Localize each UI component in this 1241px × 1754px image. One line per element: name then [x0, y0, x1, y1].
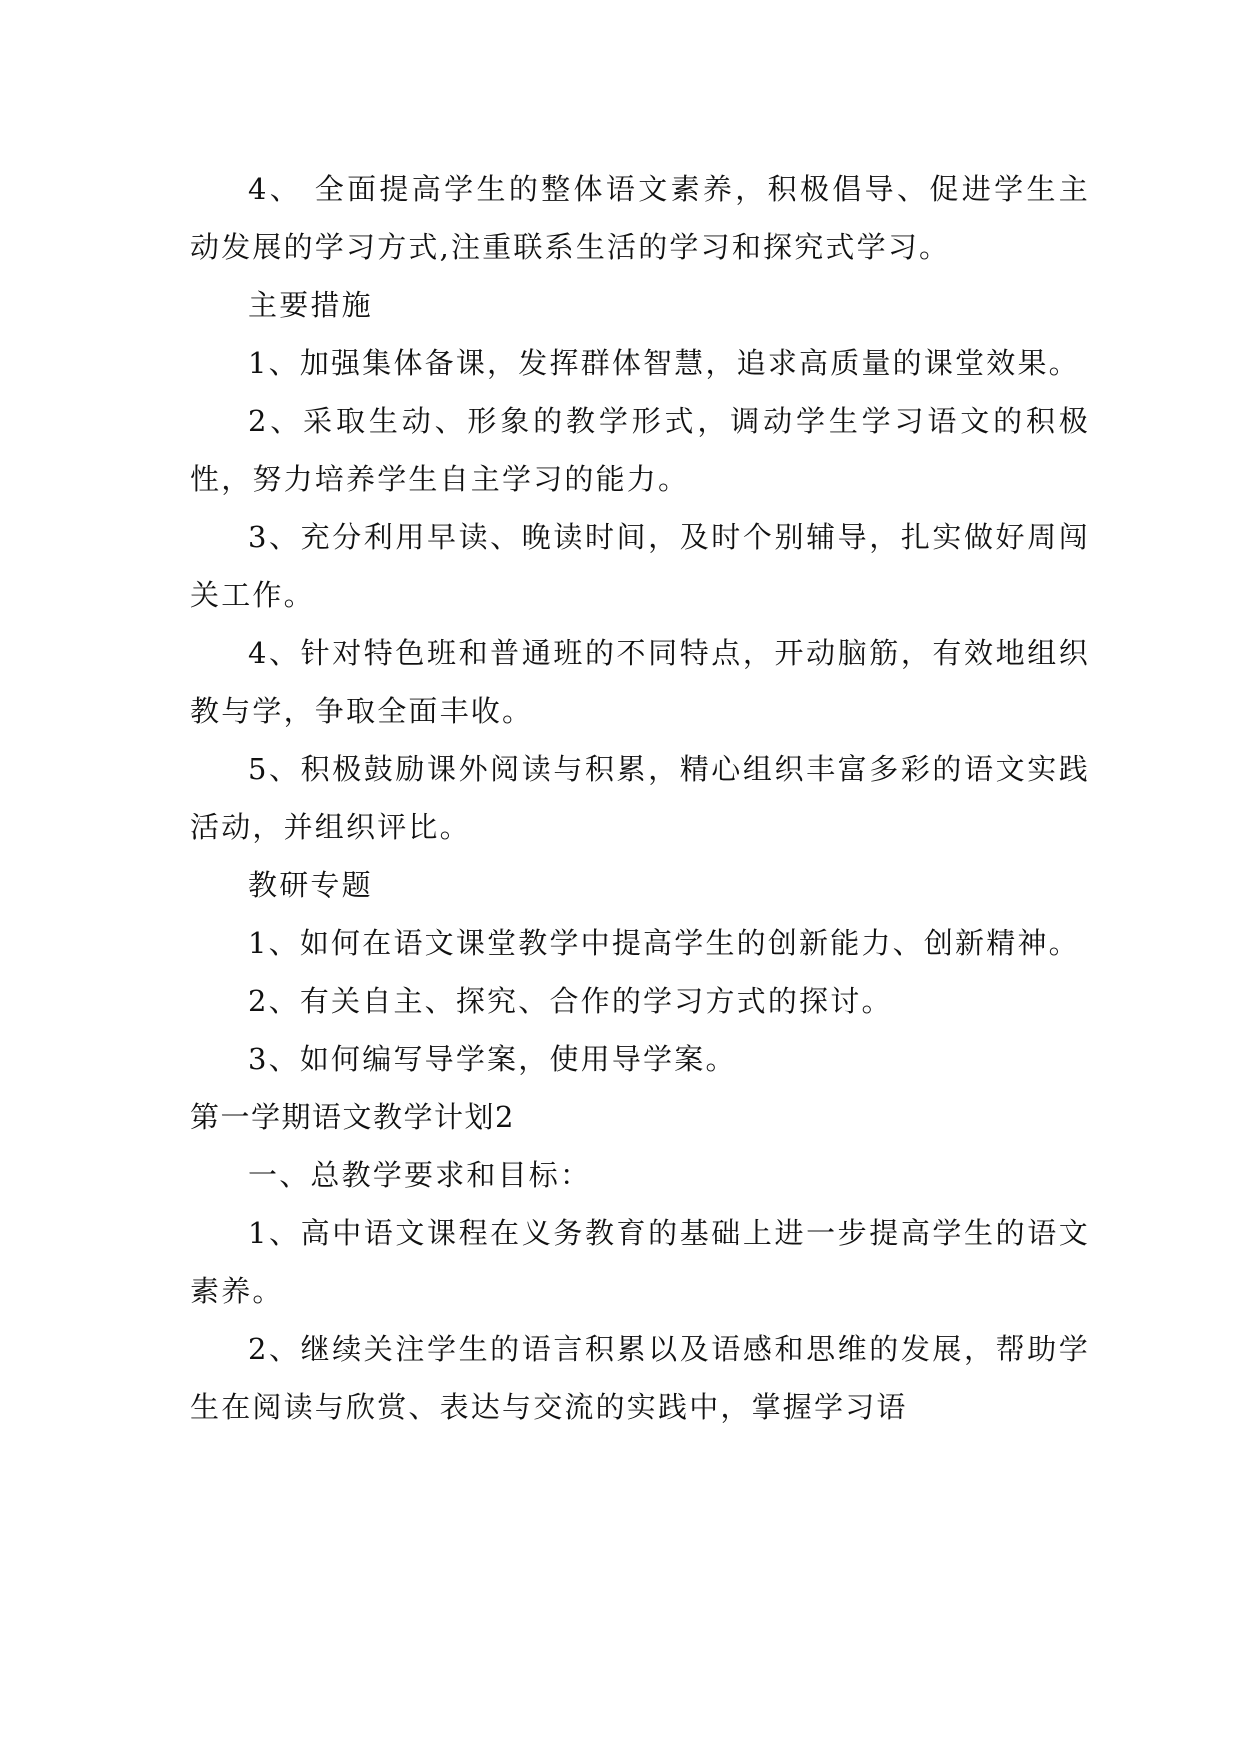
document-body [190, 160, 1090, 1436]
paragraph-topic-3: 3、如何编写导学案，使用导学案。 [248, 1042, 737, 1076]
paragraph-measure-4: 4、针对特色班和普通班的不同特点，开动脑筋，有效地组织教与学，争取全面丰收。 [190, 636, 1090, 728]
paragraph-measure-5: 5、积极鼓励课外阅读与积累，精心组织丰富多彩的语文实践活动，并组织评比。 [190, 752, 1090, 844]
paragraph-requirement-1: 1、高中语文课程在义务教育的基础上进一步提高学生的语文素养。 [190, 1216, 1090, 1308]
paragraph-measure-2: 2、采取生动、形象的教学形式，调动学生学习语文的积极性，努力培养学生自主学习的能力。 [190, 404, 1090, 496]
paragraph-topic-2: 2、有关自主、探究、合作的学习方式的探讨。 [248, 984, 893, 1018]
paragraph-topic-1: 1、如何在语文课堂教学中提高学生的创新能力、创新精神。 [248, 926, 1080, 960]
paragraph-requirement-2: 2、继续关注学生的语言积累以及语感和思维的发展，帮助学生在阅读与欣赏、表达与交流的实践中，掌握学习语 [190, 1332, 1090, 1424]
paragraph-measure-1: 1、加强集体备课，发挥群体智慧，追求高质量的课堂效果。 [248, 346, 1080, 380]
section-heading-general-requirements: 一、总教学要求和目标： [248, 1158, 592, 1192]
document-title-plan-2: 第一学期语文教学计划2 [190, 1100, 515, 1134]
section-heading-main-measures: 主要措施 [248, 288, 373, 322]
paragraph-goal-4: 4、 全面提高学生的整体语文素养，积极倡导、促进学生主动发展的学习方式,注重联系生活的学习和探究式学习。 [190, 172, 1090, 264]
paragraph-measure-3: 3、充分利用早读、晚读时间，及时个别辅导，扎实做好周闯关工作。 [190, 520, 1090, 612]
section-heading-research-topics: 教研专题 [248, 868, 373, 902]
